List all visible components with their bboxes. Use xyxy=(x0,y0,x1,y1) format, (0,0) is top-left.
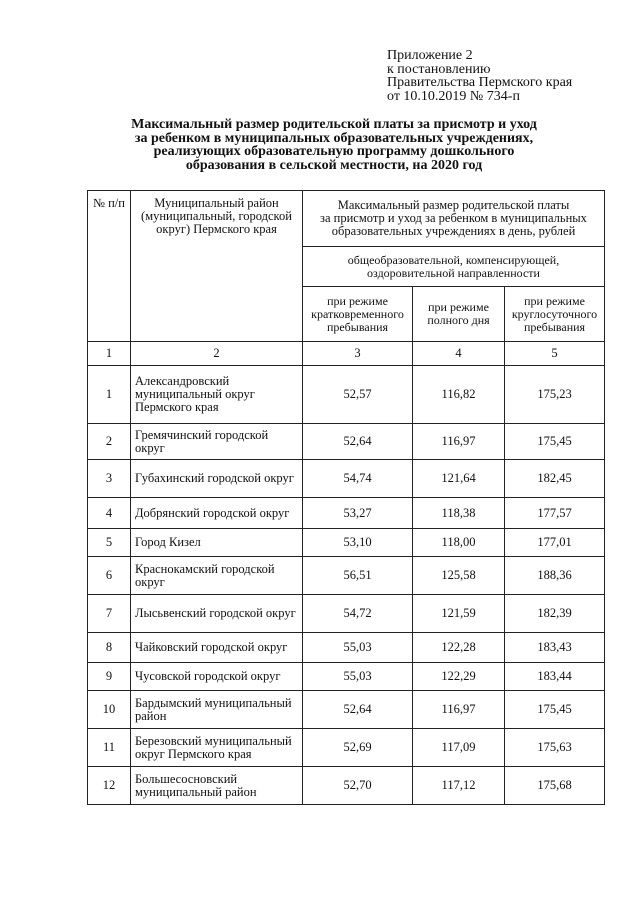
district-name: Город Кизел xyxy=(131,529,303,557)
fee-short-stay: 55,03 xyxy=(303,633,413,663)
fee-short-stay: 53,10 xyxy=(303,529,413,557)
table-row xyxy=(88,663,605,691)
fee-round-the-clock: 175,23 xyxy=(505,366,605,424)
fee-full-day: 122,29 xyxy=(413,663,505,691)
fee-full-day: 125,58 xyxy=(413,557,505,595)
table-row xyxy=(88,529,605,557)
fee-full-day: 121,64 xyxy=(413,460,505,498)
header-orientation-line: общеобразовательной, компенсирующей, xyxy=(347,252,560,267)
header-orientation-line: оздоровительной направленности xyxy=(367,265,540,280)
appendix-line: от 10.10.2019 № 734-п xyxy=(387,88,520,104)
table-row xyxy=(88,557,605,595)
title-line: образования в сельской местности, на 2020 год xyxy=(185,157,483,173)
district-name: Чусовской городской округ xyxy=(131,663,303,691)
row-number: 5 xyxy=(88,529,131,557)
column-number: 5 xyxy=(505,342,605,366)
fee-short-stay: 52,64 xyxy=(303,691,413,729)
fee-round-the-clock: 182,45 xyxy=(505,460,605,498)
fee-short-stay: 54,74 xyxy=(303,460,413,498)
fee-short-stay: 52,64 xyxy=(303,424,413,460)
table-row xyxy=(88,424,605,460)
appendix-note xyxy=(387,49,632,103)
header-orientation xyxy=(303,247,605,287)
fee-round-the-clock: 175,45 xyxy=(505,691,605,729)
row-number: 10 xyxy=(88,691,131,729)
row-number: 11 xyxy=(88,729,131,767)
header-fee-line: образовательных учреждениях в день, рублей xyxy=(331,224,576,238)
table-row xyxy=(88,460,605,498)
column-number-row xyxy=(88,342,605,366)
fee-round-the-clock: 183,43 xyxy=(505,633,605,663)
district-name: Бардымский муниципальный район xyxy=(131,691,303,729)
fee-full-day: 122,28 xyxy=(413,633,505,663)
row-number: 12 xyxy=(88,767,131,805)
fee-short-stay: 56,51 xyxy=(303,557,413,595)
district-name: Добрянский городской округ xyxy=(131,498,303,529)
fee-short-stay: 54,72 xyxy=(303,595,413,633)
header-district: Муниципальный район (муниципальный, городской округ) Пермского края xyxy=(131,191,303,342)
table-row xyxy=(88,691,605,729)
fee-short-stay: 52,57 xyxy=(303,366,413,424)
header-mode-full: при режиме полного дня xyxy=(413,287,505,342)
title-line: за ребенком в муниципальных образовательных учреждениях, xyxy=(134,130,534,146)
header-fee-line: Максимальный размер родительской платы xyxy=(337,198,570,212)
row-number: 6 xyxy=(88,557,131,595)
table-row xyxy=(88,366,605,424)
fee-short-stay: 52,70 xyxy=(303,767,413,805)
district-name: Губахинский городской округ xyxy=(131,460,303,498)
fee-round-the-clock: 177,01 xyxy=(505,529,605,557)
document-title xyxy=(90,118,578,172)
table-row xyxy=(88,595,605,633)
row-number: 3 xyxy=(88,460,131,498)
fee-round-the-clock: 188,36 xyxy=(505,557,605,595)
fee-round-the-clock: 182,39 xyxy=(505,595,605,633)
appendix-line: Приложение 2 xyxy=(387,48,473,63)
fee-full-day: 117,12 xyxy=(413,767,505,805)
district-name: Лысьвенский городской округ xyxy=(131,595,303,633)
fee-table xyxy=(87,190,605,805)
title-line: реализующих образовательную программу дошкольного xyxy=(153,144,515,159)
header-num: № п/п xyxy=(88,191,131,342)
table-row xyxy=(88,633,605,663)
district-name: Чайковский городской округ xyxy=(131,633,303,663)
district-name: Березовский муниципальный округ Пермского края xyxy=(131,729,303,767)
fee-full-day: 118,38 xyxy=(413,498,505,529)
appendix-line: к постановлению xyxy=(387,61,491,77)
row-number: 7 xyxy=(88,595,131,633)
district-name: Гремячинский городской округ xyxy=(131,424,303,460)
fee-full-day: 118,00 xyxy=(413,529,505,557)
fee-short-stay: 53,27 xyxy=(303,498,413,529)
row-number: 1 xyxy=(88,366,131,424)
fee-short-stay: 55,03 xyxy=(303,663,413,691)
table-row xyxy=(88,767,605,805)
district-name: Александровский муниципальный округ Пермского края xyxy=(131,366,303,424)
header-mode-round: при режиме круглосуточного пребывания xyxy=(505,287,605,342)
title-line: Максимальный размер родительской платы за присмотр и уход xyxy=(131,117,537,132)
fee-full-day: 121,59 xyxy=(413,595,505,633)
fee-full-day: 116,97 xyxy=(413,691,505,729)
fee-short-stay: 52,69 xyxy=(303,729,413,767)
appendix-line: Правительства Пермского края xyxy=(387,75,573,90)
row-number: 2 xyxy=(88,424,131,460)
fee-round-the-clock: 175,45 xyxy=(505,424,605,460)
header-fee xyxy=(303,191,605,247)
row-number: 8 xyxy=(88,633,131,663)
header-row xyxy=(88,191,605,247)
fee-round-the-clock: 175,68 xyxy=(505,767,605,805)
column-number: 2 xyxy=(131,342,303,366)
fee-full-day: 116,97 xyxy=(413,424,505,460)
header-fee-line: за присмотр и уход за ребенком в муниципальных xyxy=(320,211,587,225)
fee-full-day: 116,82 xyxy=(413,366,505,424)
fee-round-the-clock: 175,63 xyxy=(505,729,605,767)
district-name: Краснокамский городской округ xyxy=(131,557,303,595)
column-number: 4 xyxy=(413,342,505,366)
district-name: Большесосновский муниципальный район xyxy=(131,767,303,805)
fee-full-day: 117,09 xyxy=(413,729,505,767)
fee-round-the-clock: 183,44 xyxy=(505,663,605,691)
row-number: 4 xyxy=(88,498,131,529)
table-row xyxy=(88,729,605,767)
column-number: 3 xyxy=(303,342,413,366)
header-mode-short: при режиме кратковременного пребывания xyxy=(303,287,413,342)
fee-round-the-clock: 177,57 xyxy=(505,498,605,529)
row-number: 9 xyxy=(88,663,131,691)
column-number: 1 xyxy=(88,342,131,366)
table-row xyxy=(88,498,605,529)
